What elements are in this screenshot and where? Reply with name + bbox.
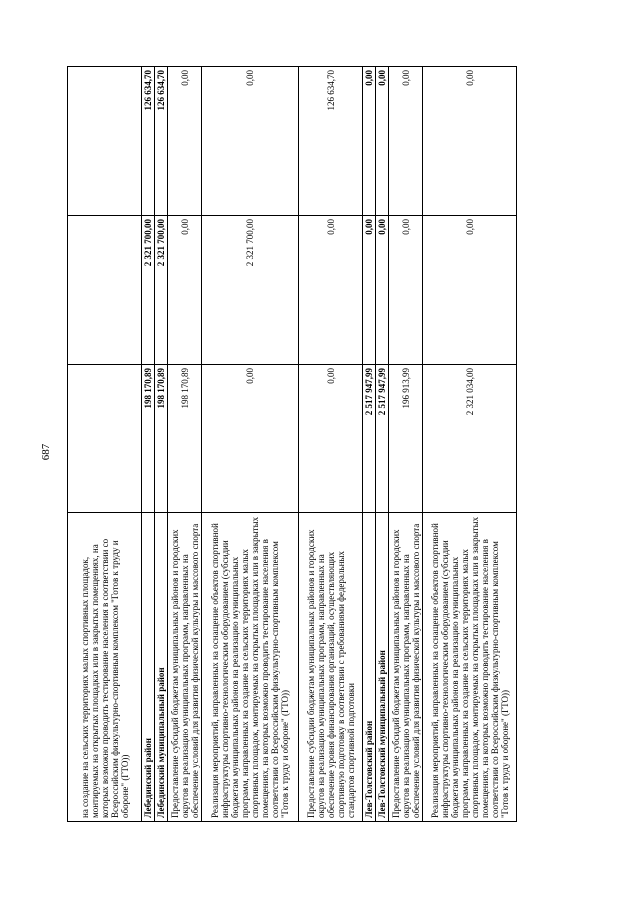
- row-value-3-cell: 0,00: [389, 67, 423, 216]
- row-value-2-cell: 0,00: [168, 216, 202, 365]
- row-value-2-cell: 2 321 700,00: [202, 216, 299, 365]
- row-value-1-cell: 0,00: [299, 365, 363, 513]
- table-row: [202, 67, 299, 822]
- row-value-2-cell: 0,00: [423, 216, 517, 365]
- table-row: [389, 67, 423, 822]
- row-name-cell: Реализация мероприятий, направленных на оснащение объектов спортивной инфраструктуры спортивно-технологическим оборудованием (субсидии бюджетам муниципальных районов на реализацию муниципальных программ, направленных на создание на сельских территориях малых спортивных площадок, монтируемых на открытых площадках или в закрытых помещениях, на которых возможно проводить тестирование населения в соответствии со Всероссийским физкультурно-спортивным комплексом "Готов к труду и обороне" (ГТО)): [423, 513, 517, 822]
- row-value-2-cell: 2 321 700,00: [155, 216, 168, 365]
- row-value-2-cell: 0,00: [389, 216, 423, 365]
- row-name-cell: Лев-Толстовский район: [363, 513, 376, 822]
- row-value-3-cell: [68, 67, 142, 216]
- row-value-3-cell: 0,00: [376, 67, 389, 216]
- row-value-3-cell: 0,00: [168, 67, 202, 216]
- table-row: [155, 67, 168, 822]
- row-name-cell: Предоставление субсидии бюджетам муниципальных районов и городских округов на реализацию муниципальных программ, направленных на обеспечение уровня финансирования организаций, осуществляющих спортивную подготовку в соответствии с требованиями федеральных стандартов спортивной подготовки: [299, 513, 363, 822]
- row-value-3-cell: 0,00: [423, 67, 517, 216]
- row-value-1-cell: 198 170,89: [168, 365, 202, 513]
- row-value-3-cell: 0,00: [363, 67, 376, 216]
- row-value-1-cell: [68, 365, 142, 513]
- row-value-3-cell: 0,00: [202, 67, 299, 216]
- row-value-2-cell: 2 321 700,00: [142, 216, 155, 365]
- row-name-cell: Лебединский район: [142, 513, 155, 822]
- table-row: [423, 67, 517, 822]
- row-name-cell: Предоставление субсидий бюджетам муниципальных районов и городских округов на реализацию муниципальных программ, направленных на обеспечение условий для развития физической культуры и массового спорта: [389, 513, 423, 822]
- table-body: [68, 67, 517, 822]
- budget-table: [67, 66, 517, 822]
- row-value-1-cell: 0,00: [202, 365, 299, 513]
- row-value-2-cell: 0,00: [376, 216, 389, 365]
- row-name-cell: Предоставление субсидий бюджетам муниципальных районов и городских округов на реализацию муниципальных программ, направленных на обеспечение условий для развития физической культуры и массового спорта: [168, 513, 202, 822]
- table-row: [299, 67, 363, 822]
- row-name-cell: Реализация мероприятий, направленных на оснащение объектов спортивной инфраструктуры спортивно-технологическим оборудованием (субсидии бюджетам муниципальных районов на реализацию муниципальных программ, направленных на создание на сельских территориях малых спортивных площадок, монтируемых на открытых площадках или в закрытых помещениях, на которых возможно проводить тестирование населения в соответствии со Всероссийским физкультурно-спортивным комплексом "Готов к труду и обороне" (ГТО)): [202, 513, 299, 822]
- row-value-3-cell: 126 634,70: [299, 67, 363, 216]
- row-value-1-cell: 198 170,89: [155, 365, 168, 513]
- row-value-2-cell: 0,00: [363, 216, 376, 365]
- row-value-1-cell: 198 170,89: [142, 365, 155, 513]
- row-value-1-cell: 2 517 947,99: [363, 365, 376, 513]
- row-value-1-cell: 196 913,99: [389, 365, 423, 513]
- table-row: [363, 67, 376, 822]
- table-row: [142, 67, 155, 822]
- row-value-3-cell: 126 634,70: [155, 67, 168, 216]
- row-name-cell: Лев-Толстовский муниципальный район: [376, 513, 389, 822]
- table-row: [168, 67, 202, 822]
- row-name-cell: Лебединский муниципальный район: [155, 513, 168, 822]
- row-value-1-cell: 2 517 947,99: [376, 365, 389, 513]
- table-row: [68, 67, 142, 822]
- table-row: [376, 67, 389, 822]
- row-name-cell: на создание на сельских территориях малых спортивных площадок, монтируемых на открытых площадках или в закрытых помещениях, на которых возможно проводить тестирование населения в соответствии со Всероссийским физкультурно-спортивным комплексом "Готов к труду и обороне" (ГТО)): [68, 513, 142, 822]
- page-number: 687: [40, 443, 52, 461]
- row-value-2-cell: [68, 216, 142, 365]
- row-value-2-cell: 0,00: [299, 216, 363, 365]
- row-value-3-cell: 126 634,70: [142, 67, 155, 216]
- row-value-1-cell: 2 321 034,00: [423, 365, 517, 513]
